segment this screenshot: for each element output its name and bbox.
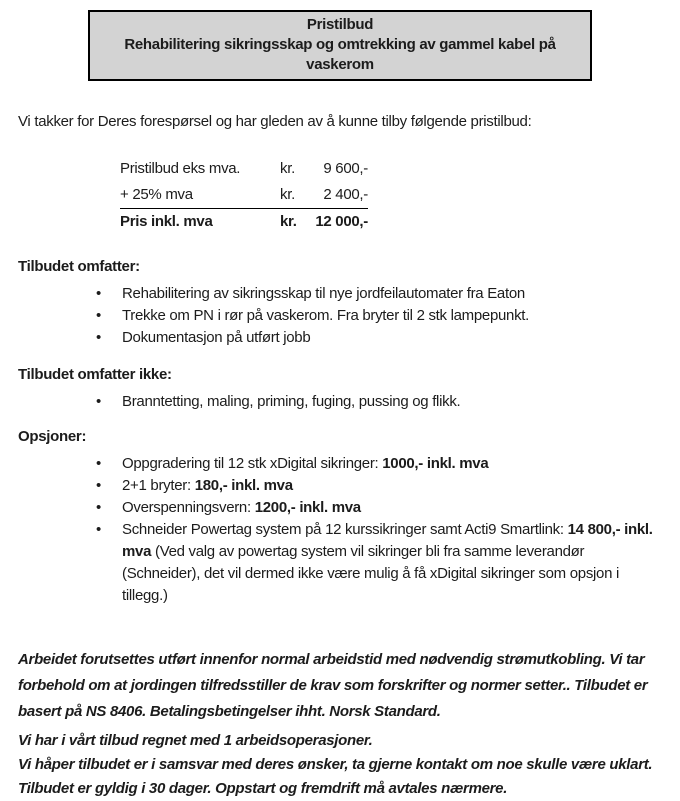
option-text: Oppgradering til 12 stk xDigital sikringer: [122, 455, 383, 472]
closing-line: Tilbudet er gyldig i 30 dager. Oppstart og fremdrift må avtales nærmere. [18, 780, 508, 797]
option-price: 1200,- inkl. mva [254, 499, 361, 516]
excludes-heading: Tilbudet omfatter ikke: [18, 366, 172, 383]
list-item: • Rehabilitering av sikringsskap til nye jordfeilautomater fra Eaton [122, 283, 660, 305]
quote-subtitle: Rehabilitering sikringsskap og omtrekking av gammel kabel på vaskerom [124, 36, 556, 73]
list-item: • Branntetting, maling, priming, fuging, pussing og flikk. [122, 391, 660, 413]
includes-heading: Tilbudet omfatter: [18, 258, 140, 275]
quote-title: Pristilbud [306, 16, 374, 33]
intro-text: Vi takker for Deres forespørsel og har gleden av å kunne tilby følgende pristilbud: [18, 113, 532, 130]
option-text: 2+1 bryter: [122, 477, 195, 494]
excludes-list [0, 391, 680, 413]
price-label: Pris inkl. mva [120, 213, 213, 230]
price-table [120, 156, 368, 235]
options-list [0, 453, 680, 607]
list-item: • Trekke om PN i rør på vaskerom. Fra bryter til 2 stk lampepunkt. [122, 305, 660, 327]
options-heading: Opsjoner: [18, 428, 87, 445]
list-item [122, 497, 660, 519]
price-row-vat [120, 182, 368, 209]
option-price: 1000,- inkl. mva [382, 455, 489, 472]
price-currency: kr. [280, 182, 314, 209]
list-item [122, 519, 660, 607]
price-amount: 9 600,- [323, 160, 368, 177]
price-label: + 25% mva [120, 182, 280, 209]
price-currency: kr. [280, 160, 295, 177]
list-item: • Dokumentasjon på utført jobb [122, 327, 660, 349]
price-amount: 12 000,- [315, 213, 368, 230]
terms-paragraph: Arbeidet forutsettes utført innenfor normal arbeidstid med nødvendig strømutkobling. Vi tar forbehold om at jordingen tilfredsstiller de krav som forskrifter og normer setter.. Tilbudet er basert på NS 8406. Betalingsbetingelser ihht. Norsk Standard. [18, 651, 648, 720]
price-row-ex-vat [120, 156, 368, 182]
price-row-total [120, 209, 368, 236]
price-label: Pristilbud eks mva. [120, 160, 241, 177]
price-currency: kr. [280, 213, 297, 230]
quote-header-box [88, 10, 592, 81]
price-amount: 2 400,- [314, 182, 368, 209]
option-price: 14 800,- inkl. mva [122, 521, 653, 560]
closing-block [18, 729, 660, 801]
option-text: Schneider Powertag system på 12 kurssikringer samt Acti9 Smartlink: [122, 521, 568, 538]
option-text: Overspenningsvern: [122, 499, 255, 516]
includes-list [0, 283, 680, 349]
option-price: 180,- inkl. mva [194, 477, 293, 494]
closing-line: Vi har i vårt tilbud regnet med 1 arbeidsoperasjoner. [18, 732, 373, 749]
option-suffix: (Ved valg av powertag system vil sikringer bli fra samme leverandør (Schneider), det vil dermed ikke være mulig å få xDigital sikringer som opsjon i tillegg.) [122, 543, 620, 604]
closing-line: Vi håper tilbudet er i samsvar med deres ønsker, ta gjerne kontakt om noe skulle være uklart. [18, 756, 653, 773]
list-item [122, 453, 660, 475]
list-item [122, 475, 660, 497]
